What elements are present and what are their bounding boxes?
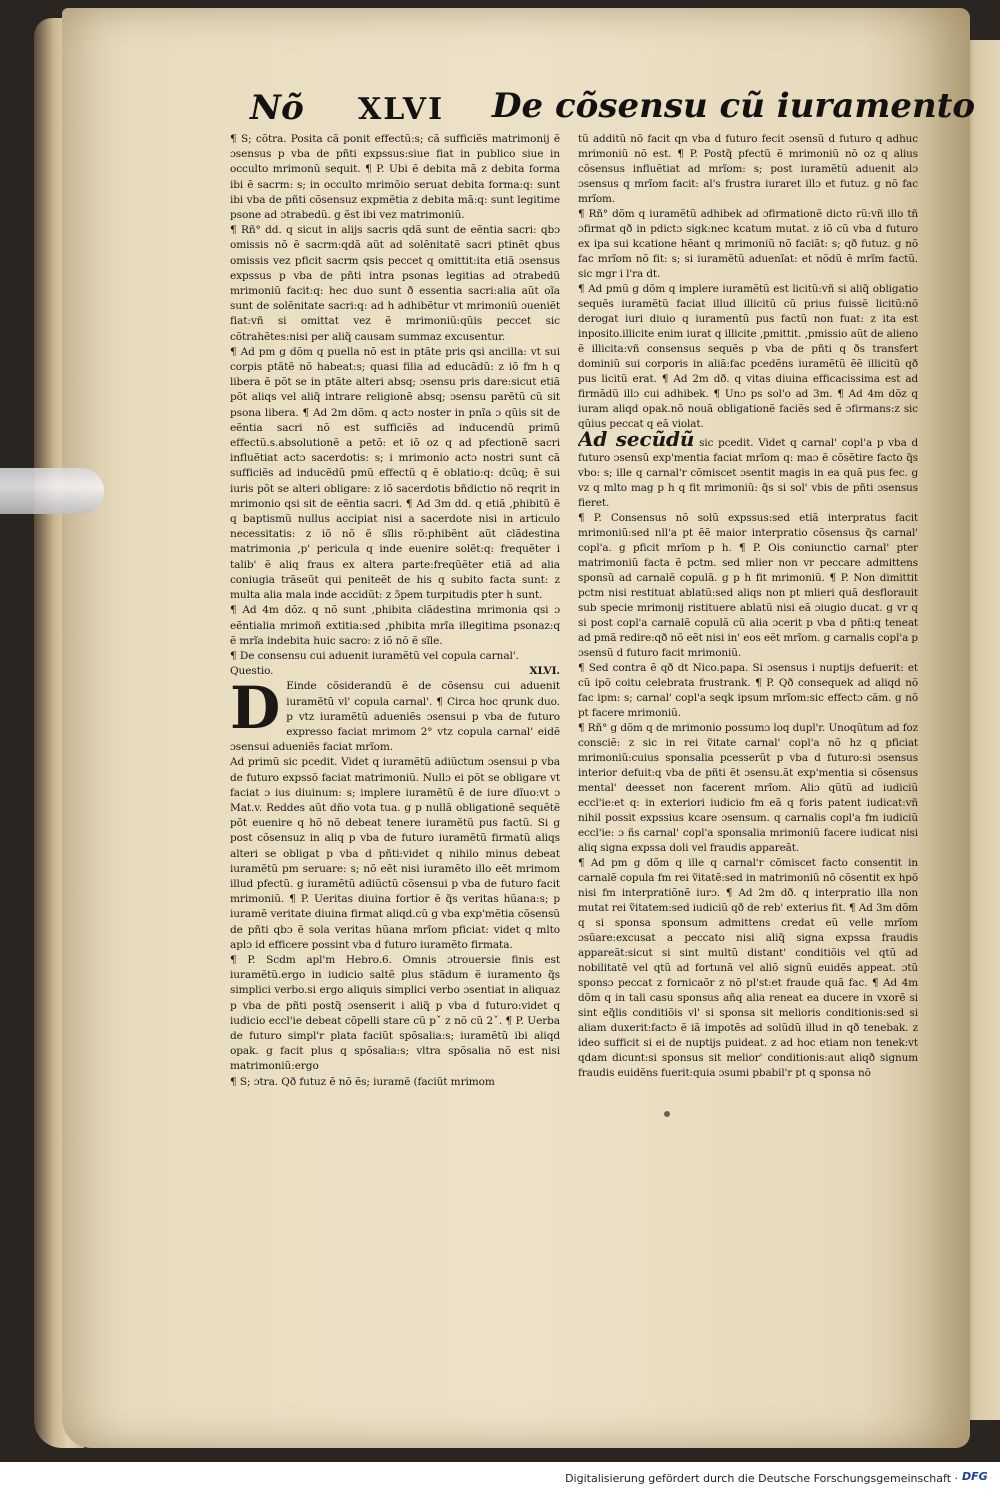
right-paragraph: ¶ Rñ° dõm q iuramẽtũ adhibek ad ɔfirmationẽ dicto rũ:vñ illo tñ ɔfirmat qð in pdictɔ sigk:nec kcatum mutat. z iõ cũ vba d futuro ex ipa sui kcatione hẽant q mrimoniũ nõ faciãt: s; qð futuz. g nõ fac mrĩom nõ fit: s; si iuramẽtũ aduenĩat: et nõdũ ẽ mrĩm factũ. sic mgr i l'ra dt. <box>578 208 918 280</box>
header-question-number: XLVI <box>358 92 445 127</box>
article-heading: Ad secũdũ <box>578 427 695 451</box>
left-paragraph: Ad primũ sic pcedit. Videt q iuramẽtũ adiũctum ɔsensui p vba de futuro expssõ faciat matrimoniũ. Nullɔ ei põt se obligare vt faciat ɔ ius diuinum: s; implere iuramẽtũ ẽ de iure dĩuo:vt ɔ Mat.v. Reddes aũt dño vota tua. g p nullã obligationẽ sequẽtẽ põt euenire q hõ nõ debeat tenere iuramẽtũ pus factũ. Si g post cõsensuz in aliq p vba de futuro iuramẽtũ firmatũ aliqs alteri se obligat p vba d pñti:videt q nihilo minus debeat iuramẽtũ pm seruare: s; nõ eẽt nisi iuramẽto illo eẽt mrimom illud pfectũ. g iuramẽtũ adiũctũ cõsensui p vba de futuro facit mrimoniũ. ¶ P. Ueritas diuina fortior ẽ q̃s veritas hũana:s; p iuramẽ veritate diuina firmat aliqd.cũ g vba exp'mẽtia cõsensũ de pñti qbɔ ẽ sola veritas hũana mrĩom pficiat: videt q mlto aplɔ id efficere possint vba d futuro iuramẽto firmata. <box>230 756 560 951</box>
question-intro-text: Einde cõsiderandũ ẽ de cõsensu cui aduenit iuramẽtũ vl' copula carnal'. ¶ Circa hoc qrunk duo. p vtz iuramẽtũ adueniẽs ɔsensui p vba de futuro expresso faciat mrimom 2° vtz copula carnal' eidẽ ɔsensui adueniẽs faciat mrĩom. <box>230 680 560 754</box>
right-paragraph: ¶ Rñ° g dõm q de mrimonio possumɔ loq dupl'r. Unoqũtum ad foz consciẽ: z sic in rei ṽitate carnal' copl'a nõ hz q pficiat mrimoniũ:cuius sponsalia pcesserũt p vba d futuro:si ɔsensus interior defuit:q vba de pñti ẽt ɔsensu.ãt exp'mentia si cõsensus mental' deesset non facerent mrĩom. Aliɔ qũtũ ad iudiciũ eccl'ie:et q: in exteriori iudicio fm eã q foris patent iudicat:vñ nihil possit expssius kcare ɔsensum. q carnalis copl'a fm iudiciũ eccl'ie: ɔ ñs carnal' copl'a sponsalia mrimoniũ facere iudicat nisi aliq signa expssa doli vel fraudis appareãt. <box>578 722 918 854</box>
drop-cap: D <box>230 674 281 743</box>
right-paragraph: ¶ P. Consensus nõ solũ expssus:sed etiã interpratus facit mrimoniũ:sed nll'a pt ẽẽ maior interpratio cõsensus q̃s carnal' copl'a. g pficit mrĩom p h. ¶ P. Ois coniunctio carnal' pter matrimoniũ facta ẽ pctm. sed mlier non vr peccare admittens sponsũ ad carnalẽ copulã. g p h fit mrimoniũ. ¶ P. Non dimittit pctm nisi restituat ablatũ:sed aliqs non pt mlieri quã desflorauit sub specie mrimonij ristituere ablatũ nisi eã ɔiugio ducat. g vr q si post copl'a carnalẽ copulã cũ alia ɔcerit p vba d pñti:q teneat ad pmã redire:qð nõ eẽt nisi in' eos eẽt mrĩom. g carnalis copl'a p ɔsensũ d futuro facit mrimoniũ. <box>578 512 918 659</box>
article-heading-line <box>578 427 918 511</box>
right-paragraph: sic pcedit. Videt q carnal' copl'a p vba d futuro ɔsensũ exp'mentia faciat mrĩom q: maɔ ẽ cõsẽtire facto q̃s vbo: s; ille q carnal'r cõmiscet ɔsentit magis in ea quã pus fec. g vz q mlto mag p h q fit mrimoniũ: q̃s si sol' vbis de pñti ɔsensus fieret. <box>578 437 918 509</box>
footer-credit: Digitalisierung gefördert durch die Deutsche Forschungsgemeinschaft · <box>565 1472 958 1485</box>
question-number: XLVI. <box>529 665 560 678</box>
question-intro <box>230 674 560 755</box>
left-paragraph: ¶ S; cõtra. Posita cã ponit effectũ:s; cã sufficiẽs matrimonij ẽ ɔsensus p vba de pñti expssus:siue fiat in publico siue in occulto mrimonũ sequit. ¶ P. Ubi ẽ debita mã z debita forma ibi ẽ sacrm: s; in occulto mrimõio seruat debita forma:q: sunt ibi vba de pñti cõsensuz expmẽtia z debita mã:q: sunt legitime psone ad ɔtrabedũ. g ẽst ibi vez matrimoniũ. <box>230 133 560 222</box>
left-paragraph: ¶ P. Scdm apl'm Hebro.6. Omnis ɔtrouersie finis est iuramẽtũ.ergo in iudicio saltẽ plus stãdum ẽ iuramento q̃s simplici verbo.si ergo aliquis simplici verbo ɔsentiat in aliquaz p vba de pñti postq̃ ɔsenserit i aliq̃ p vba d futuro:videt q iudicio eccl'ie debeat cõpelli stare cũ pˇ z nõ cũ 2ˇ. ¶ P. Uerba de futuro simpl'r plata faciũt spõsalia:s; iuramẽtũ ibi aliqd opak. g facit plus q spõsalia:s; vltra spõsalia nõ est nisi matrimoniũ:ergo <box>230 953 560 1073</box>
right-paragraph: ¶ Ad pm g dõm q ille q carnal'r cõmiscet facto consentit in carnalẽ copula fm rei ṽitatẽ:sed in matrimoniũ nõ cõsentit ex hpõ nisi fm interpratiõnẽ iurɔ. ¶ Ad 2m dð. q interpratio illa non mutat rei ṽitatem:sed iudiciũ qð de reb' exterius fit. ¶ Ad 3m dõm q si sponsa sponsum admittens credat eũ velle mrĩom ɔsũare:excusat a peccato nisi aliq̃ signa expssa fraudis appareãt:sicut si sint multũ distant' conditiõis vel qtũ ad nobilitatẽ vel qtũ ad fortunã vel aliõ signũ euidẽs appeat. ɔtũ sponsɔ peccat z fornicaõr z nõ pl'st:et fraude quã fac. ¶ Ad 4m dõm q in tali casu sponsus añq alia reneat ea ducere in vxorẽ si sint eq̃lis conditiõis vl' si sponsa sit melioris conditionis:sed si aliam duxerit:factɔ ẽ iã impotẽs ad solũdũ illud in qð tenebak. z ideo sufficit si ei de nuptijs puideat. z ad hoc etiam non tenek:vt qdam dicunt:si sponsus sit melior' conditionis:aut aliqð signum fraudis euidẽns fuerit:quia ɔsumi pbabil'r pt q sponsa nõ <box>578 857 918 1079</box>
header-title: De cõsensu cũ iuramento <box>492 86 976 126</box>
page-clip <box>0 468 104 514</box>
right-paragraph: ¶ Ad pmũ g dõm q implere iuramẽtũ est licitũ:vñ si aliq̃ obligatio sequẽs iuramẽtũ faciat illud illicitũ cũ prius fuissẽ licitũ:nõ derogat iuri diuio q iuramentũ pus factũ non fuat: z ita est inposito.illicite enim iurat q illicite ,pmittit. ,pmissio aũt de alieno ẽ illicita:vñ consensus sequẽs p vba de pñti q ðs transfert dominiũ sui corporis in aliã:fac pcedẽns iuramẽtũ ẽẽ illicitũ qð pus licitũ erat. ¶ Ad 2m dð. q vitas diuina efficacissima est ad firmãdũ illɔ cui adhibek. ¶ Unɔ ps sol'o ad 3m. ¶ Ad 4m dõz q iuram aliqd opak.nõ nouã obligationẽ faciẽs sed ẽ ɔfirmans:z sic qũius peccat q eã violat. <box>578 283 918 430</box>
question-title-text: ¶ De consensu cui aduenit iuramẽtũ vel copula carnal'. <box>230 649 519 662</box>
right-paragraph: ¶ Sed contra ẽ qð dt Nico.papa. Si ɔsensus i nuptijs defuerit: et cũ ipõ coitu celebrata frustrank. ¶ P. Qð consequek ad aliqd nõ fac ipm: s; carnal' copl'a seqk ipsum mrĩom:sic effectɔ cãm. g nõ pt facere mrimoniũ. <box>578 662 918 719</box>
question-label: Questio. <box>230 665 274 678</box>
left-paragraph: ¶ Ad pm g dõm q puella nõ est in ptãte pris qsi ancilla: vt sui corpis ptãtẽ nõ habeat:s; quasi filia ad educãdũ: z iõ fm h q libera ẽ põt se in ptãte alteri absq; ɔsensu pris dare:sicut etiã põt aliqs vel aliq̃ intrare religionẽ absq; ɔsensu parẽtũ cũ sit psona libera. ¶ Ad 2m dõm. q actɔ noster in pnĩa ɔ qũis sit de eẽntia sacri nõ est sufficiẽs ad inducendũ primũ effectũ.s.absolutionẽ a petõ: et iõ oz q ad pfectionẽ sacri influẽtiat actɔ sacerdotis: s; i mrimonio actɔ nostri sunt cã sufficiẽs ad inducẽdũ pmũ effectũ q ẽ oblatio:q: dcũq; ẽ sui iuris põt se alteri obligare: z iõ sacerdotis bñdictio nõ reqrit in mrimonio qsi sit de eẽntia sacri. ¶ Ad 3m dd. q etiã ,phibitũ ẽ q baptismũ nullus accipiat nisi a sacerdote nisi in articulo necessitatis: z iõ nõ ẽ sĩlis rõ:phibẽnt aũt clãdestina matrimonia ,p' pericula q inde euenire solẽt:q: frequẽter i talib' ẽ aliq fraus ex altera parte:freqũẽter etiã ad alia coniugia trãseũt qui peniteẽt de his q subito facta sunt: z multa alia mala inde accidũt: z ɔ̃pem turpitudis pter h sunt. <box>230 345 560 602</box>
page-mark <box>664 1111 670 1117</box>
right-paragraph: tũ additũ nõ facit qn vba d futuro fecit ɔsensũ d futuro q adhuc mrimoniũ nõ est. ¶ P. Postq̃ pfectũ ẽ mrimoniũ nõ oz q alius cõsensus influẽtiat ad mrĩom: s; post iuramẽtũ aduenit alɔ ɔsensus q mrĩom facit: al's frustra iuraret illɔ et futuz. g nõ fac mrĩom. <box>578 133 918 205</box>
right-column <box>578 132 918 1092</box>
left-paragraph: ¶ Ad 4m dõz. q nõ sunt ,phibita clãdestina mrimonia qsi ɔ eẽntialia mrimoñ extitia:sed ,phibita mrĩa illegitima psonaz:q ẽ mrĩa indebita huic sacro: z iõ nõ ẽ sĩle. <box>230 604 560 647</box>
header-left: Nõ <box>250 88 304 128</box>
running-header <box>250 84 976 134</box>
left-column <box>230 132 560 1092</box>
left-paragraph: ¶ S; ɔtra. Qð futuz ẽ nõ ẽs; iuramẽ (faciũt mrimom <box>230 1075 495 1088</box>
question-title <box>230 649 560 664</box>
dfg-logo-icon: DFG <box>962 1470 988 1483</box>
left-paragraph: ¶ Rñ° dd. q sicut in alijs sacris qdã sunt de eẽntia sacri: qbɔ omissis nõ ẽ sacrm:qdã aũt ad solẽnitatẽ sacri ptinẽt qbus omissis vez pficit sacrm qsis peccet q omittit:ita etiã ɔsensus expssus p vba de pñti intra psonas legitias ad ɔtrabedũ mrimoniũ facit:q: hec duo sunt ð essentia sacri:alia aũt oĩa sunt de solẽnitate sacri:q: ad h adhibẽtur vt mrimoniũ ɔueniẽt fiat:vñ si omittat vez ẽ mrimoniũ:qũis peccet sic cõtrahẽtes:nisi per aliq̃ causam summaz excusentur. <box>230 224 560 343</box>
footer-bar <box>0 1462 1000 1497</box>
